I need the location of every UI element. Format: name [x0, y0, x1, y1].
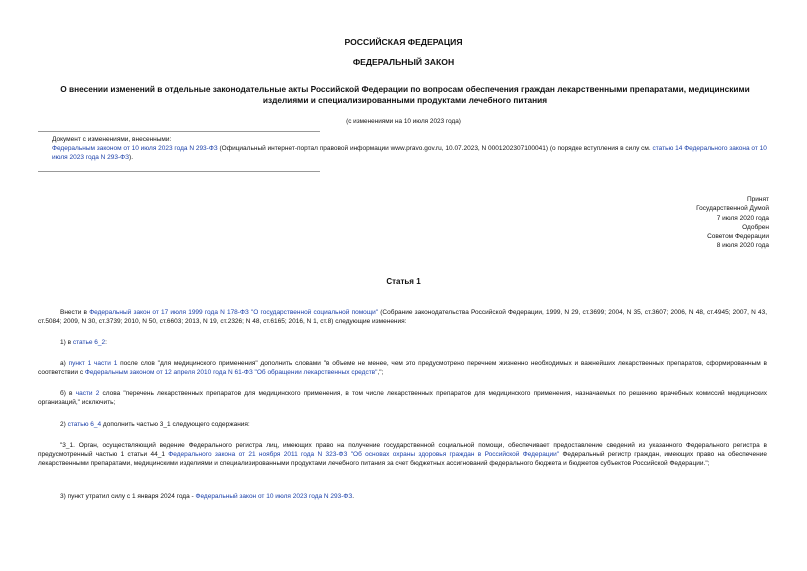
approved-by: Советом Федерации — [707, 233, 769, 241]
doc-info-text — [38, 145, 773, 163]
p1-post: (Собрание законодательства Российской Федерации, 1999, N 29, ст.3699; 2004, N 35, ст.3607; 2006, N 48, ст.4945; 2007, N 43, ст.5084; 2009, N 30, ст.3739; 2010, N 50, ст.6603; 2013, N 19, ст.2326; N 48, ст.6165; 2016, N 1, ст.8) следующие изменения: — [38, 309, 768, 325]
paragraph-item-3 — [38, 493, 767, 502]
law-61-link[interactable]: Федеральным законом от 12 апреля 2010 года N 61-ФЗ "Об обращении лекарственных средств" — [84, 368, 378, 376]
p4-pre: б) в — [60, 390, 76, 397]
p3-pre: а) — [60, 360, 69, 367]
part-2-link[interactable]: части 2 — [75, 390, 100, 397]
edition-note: (с изменениями на 10 июля 2023 года) — [346, 118, 461, 125]
p6-post: Федеральный регистр граждан, имеющих право на обеспечение лекарственными препаратами, медицинскими изделиями и специализированными продуктами лечебного питания за счет бюджетных ассигнований федерального бюджета и бюджетов субъектов Российской Федерации."; — [38, 450, 768, 467]
paragraph-item-b — [38, 390, 767, 408]
p7-post: . — [352, 493, 355, 500]
p1-pre: Внести в — [60, 309, 90, 316]
doc-info-end: ). — [129, 153, 134, 161]
p3-post: ,"; — [377, 368, 384, 376]
doc-info-label: Документ с изменениями, внесенными: — [52, 136, 172, 143]
paragraph-item-2 — [38, 421, 767, 430]
approved-label: Одобрен — [742, 223, 769, 231]
p7-pre: 3) пункт утратил силу с 1 января 2024 года - — [60, 493, 196, 500]
entry-into-force-link[interactable]: статью 14 Федерального закона от 10 июля 2023 года N 293-ФЗ — [52, 144, 767, 161]
approved-date: 8 июля 2020 года — [716, 242, 769, 250]
header-country: РОССИЙСКАЯ ФЕДЕРАЦИЯ — [344, 37, 463, 47]
header-law-type: ФЕДЕРАЛЬНЫЙ ЗАКОН — [352, 57, 455, 67]
law-178-link[interactable]: Федеральный закон от 17 июля 1999 года N 178-ФЗ "О государственной социальной помощи" — [89, 309, 379, 316]
p5-pre: 2) — [60, 421, 68, 428]
clause-1-part-1-link[interactable]: пункт 1 части 1 — [68, 360, 118, 367]
p2-post: : — [105, 339, 107, 346]
adopted-label: Принят — [746, 196, 769, 203]
document-title: О внесении изменений в отдельные законодательные акты Российской Федерации по вопросам обеспечения граждан лекарственными препаратами, медицинскими изделиями и специализированными продуктами лечебного питания — [60, 84, 750, 105]
paragraph-item-a — [38, 360, 767, 378]
p4-post: слова "перечень лекарственных препаратов для медицинского применения, в том числе лекарственных препаратов для медицинского применения, назначаемых по решению врачебных комиссий медицинских организаций," исключить; — [38, 390, 768, 406]
adoption-block — [519, 195, 769, 251]
doc-info-block — [38, 136, 773, 162]
paragraph-item-1 — [38, 339, 767, 348]
divider-bottom — [38, 171, 320, 172]
divider-top — [38, 131, 320, 132]
amending-law-link[interactable]: Федеральным законом от 10 июля 2023 года N 293-ФЗ — [52, 144, 218, 152]
p5-post: дополнить частью 3_1 следующего содержания: — [101, 421, 250, 428]
adopted-by: Государственной Думой — [696, 205, 769, 213]
article-title: Статья 1 — [386, 277, 421, 286]
paragraph-quote-3-1 — [38, 442, 767, 468]
p2-pre: 1) в — [60, 339, 73, 346]
article-6-2-link[interactable]: статье 6_2 — [72, 339, 106, 346]
p6-pre: "3_1. Орган, осуществляющий ведение Федерального регистра лиц, имеющих право на получение государственной социальной помощи, обеспечивает предоставление сведений из указанного Федерального регистра в предусмотренный частью 1 статьи 44_1 — [38, 442, 767, 458]
doc-info-source: (Официальный интернет-портал правовой информации www.pravo.gov.ru, 10.07.2023, N 0001202307100041) (о порядке вступления в силу см. — [217, 144, 653, 152]
article-6-4-link[interactable]: статью 6_4 — [67, 421, 102, 428]
law-323-link[interactable]: Федерального закона от 21 ноября 2011 года N 323-ФЗ "Об основах охраны здоровья граждан в Российской Федерации" — [168, 450, 560, 458]
adopted-date: 7 июля 2020 года — [716, 214, 769, 222]
paragraph-intro — [38, 309, 767, 327]
p3-mid: после слов "для медицинского применения" дополнить словами "в объеме не менее, чем это предусмотрено перечнем жизненно необходимых и важнейших лекарственных препаратов, сформированным в соответствии с — [38, 360, 767, 376]
law-293-link[interactable]: Федеральный закон от 10 июля 2023 года N 293-ФЗ — [195, 493, 353, 500]
